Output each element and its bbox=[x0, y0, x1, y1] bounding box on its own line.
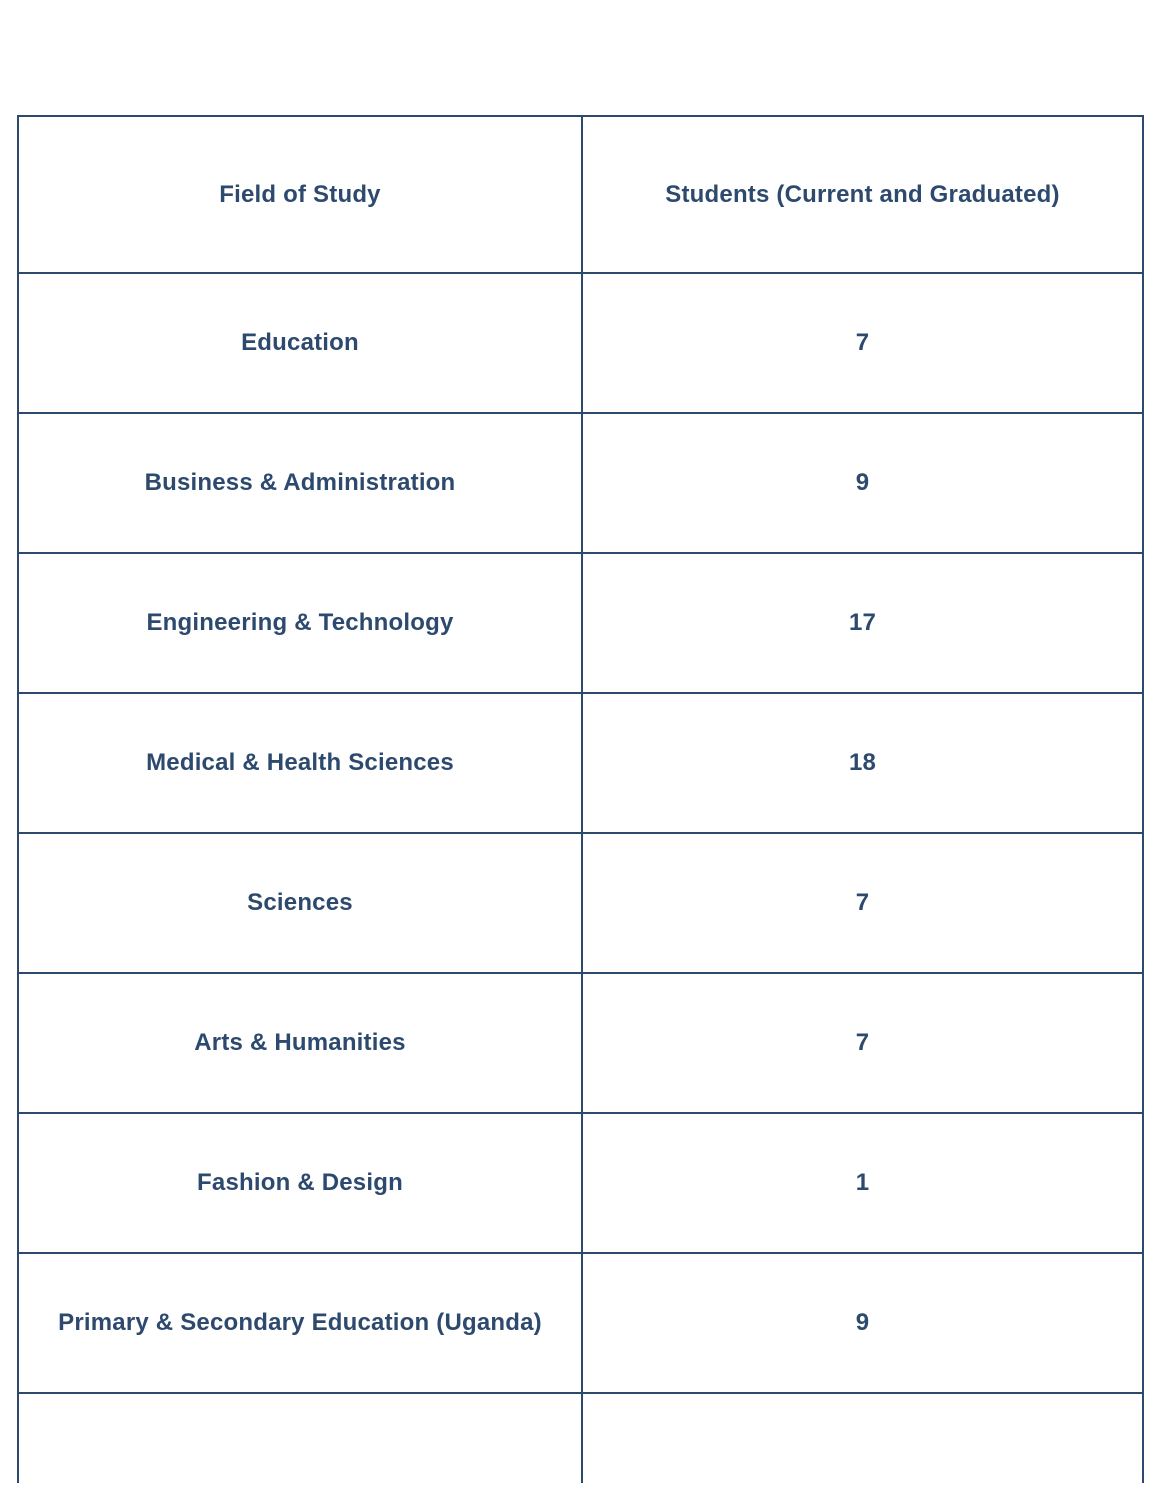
students-table bbox=[17, 115, 1144, 1483]
cell-field-empty bbox=[18, 1393, 582, 1483]
header-students: Students (Current and Graduated) bbox=[582, 116, 1143, 273]
table-row-primary-secondary-education-uganda bbox=[18, 1253, 1143, 1393]
cell-field: Education bbox=[18, 273, 582, 413]
table-row-education bbox=[18, 273, 1143, 413]
cell-value: 9 bbox=[582, 413, 1143, 553]
cell-value: 7 bbox=[582, 973, 1143, 1113]
cell-value: 7 bbox=[582, 833, 1143, 973]
table-row-partial-cutoff bbox=[18, 1393, 1143, 1483]
table-header-row bbox=[18, 116, 1143, 273]
cell-value: 17 bbox=[582, 553, 1143, 693]
cell-field: Sciences bbox=[18, 833, 582, 973]
cell-value: 18 bbox=[582, 693, 1143, 833]
header-field-of-study: Field of Study bbox=[18, 116, 582, 273]
cell-field: Medical & Health Sciences bbox=[18, 693, 582, 833]
cell-field: Engineering & Technology bbox=[18, 553, 582, 693]
table-row-business-administration bbox=[18, 413, 1143, 553]
students-table-container bbox=[17, 115, 1142, 1483]
table-row-medical-health-sciences bbox=[18, 693, 1143, 833]
cell-field: Primary & Secondary Education (Uganda) bbox=[18, 1253, 582, 1393]
cell-value: 1 bbox=[582, 1113, 1143, 1253]
table-row-engineering-technology bbox=[18, 553, 1143, 693]
table-row-fashion-design bbox=[18, 1113, 1143, 1253]
cell-value-empty bbox=[582, 1393, 1143, 1483]
cell-value: 7 bbox=[582, 273, 1143, 413]
cell-field: Fashion & Design bbox=[18, 1113, 582, 1253]
table-row-sciences bbox=[18, 833, 1143, 973]
cell-field: Arts & Humanities bbox=[18, 973, 582, 1113]
cell-field: Business & Administration bbox=[18, 413, 582, 553]
cell-value: 9 bbox=[582, 1253, 1143, 1393]
table-row-arts-humanities bbox=[18, 973, 1143, 1113]
